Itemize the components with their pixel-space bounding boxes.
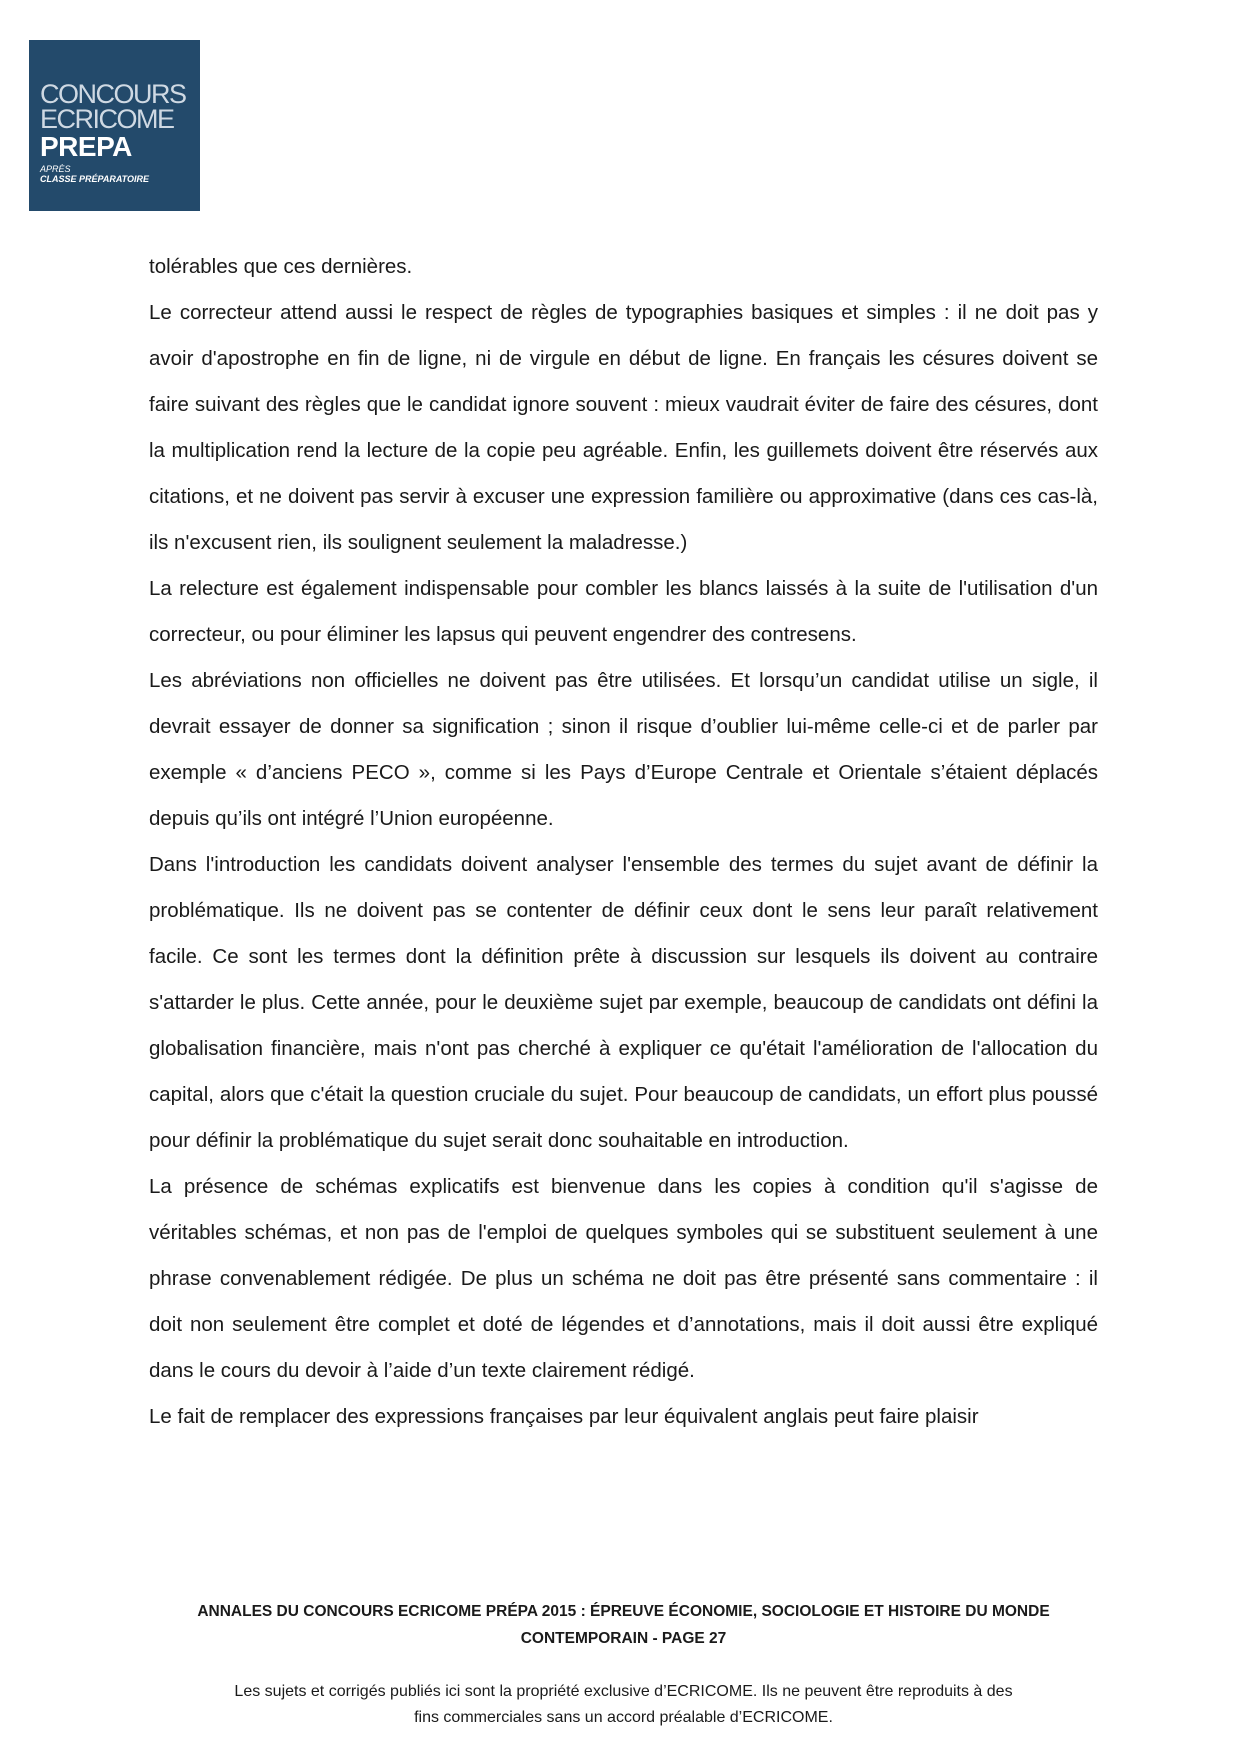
footer-title [149, 1598, 1098, 1652]
footer-page-number: CONTEMPORAIN - PAGE 27 [520, 1630, 727, 1647]
paragraph: Le correcteur attend aussi le respect de règles de typographies basiques et simples : il ne doit pas y avoir d'apostrophe en fin de ligne, ni de virgule en début de ligne. En français les césures doivent se faire suivant des règles que le candidat ignore souvent : mieux vaudrait éviter de faire des césures, dont la multiplication rend la lecture de la copie peu agréable. Enfin, les guillemets doivent être réservés aux citations, et ne doivent pas servir à excuser une expression familière ou approximative (dans ces cas-là, ils n'excusent rien, ils soulignent seulement la maladresse.) [149, 301, 1098, 554]
ecricome-logo [29, 40, 200, 211]
copyright-line: fins commerciales sans un accord préalable d’ECRICOME. [414, 1709, 833, 1726]
document-body [149, 244, 1098, 1440]
paragraph: tolérables que ces dernières. [149, 255, 413, 278]
logo-line-concours: CONCOURS [40, 79, 186, 109]
paragraph: Dans l'introduction les candidats doivent analyser l'ensemble des termes du sujet avant de définir la problématique. Ils ne doivent pas se contenter de définir ceux dont le sens leur paraît relativement facile. Ce sont les termes dont la définition prête à discussion sur lesquels ils doivent au contraire s'attarder le plus. Cette année, pour le deuxième sujet par exemple, beaucoup de candidats ont défini la globalisation financière, mais n'ont pas cherché à expliquer ce qu'était l'amélioration de l'allocation du capital, alors que c'était la question cruciale du sujet. Pour beaucoup de candidats, un effort plus poussé pour définir la problématique du sujet serait donc souhaitable en introduction. [149, 853, 1098, 1152]
paragraph: Le fait de remplacer des expressions françaises par leur équivalent anglais peut faire plaisir [149, 1405, 979, 1428]
logo-line-classe-preparatoire: CLASSE PRÉPARATOIRE [40, 174, 150, 184]
copyright-notice [149, 1679, 1098, 1731]
paragraph: Les abréviations non officielles ne doivent pas être utilisées. Et lorsqu’un candidat utilise un sigle, il devrait essayer de donner sa signification ; sinon il risque d’oublier lui-même celle-ci et de parler par exemple « d’anciens PECO », comme si les Pays d’Europe Centrale et Orientale s’étaient déplacés depuis qu’ils ont intégré l’Union européenne. [149, 669, 1098, 830]
footer-title-line: ANNALES DU CONCOURS ECRICOME PRÉPA 2015 : ÉPREUVE ÉCONOMIE, SOCIOLOGIE ET HISTOIRE DU MONDE [197, 1603, 1050, 1620]
paragraph: La présence de schémas explicatifs est bienvenue dans les copies à condition qu'il s'agisse de véritables schémas, et non pas de l'emploi de quelques symboles qui se substituent seulement à une phrase convenablement rédigée. De plus un schéma ne doit pas être présenté sans commentaire : il doit non seulement être complet et doté de légendes et d’annotations, mais il doit aussi être expliqué dans le cours du devoir à l’aide d’un texte clairement rédigé. [149, 1175, 1098, 1382]
logo-line-ecricome: ECRICOME [40, 104, 174, 134]
logo-line-apres: APRÈS [40, 164, 71, 174]
copyright-line: Les sujets et corrigés publiés ici sont la propriété exclusive d’ECRICOME. Ils ne peuvent être reproduits à des [234, 1683, 1013, 1700]
logo-line-prepa: PREPA [40, 131, 132, 162]
paragraph: La relecture est également indispensable pour combler les blancs laissés à la suite de l'utilisation d'un correcteur, ou pour éliminer les lapsus qui peuvent engendrer des contresens. [149, 577, 1098, 646]
